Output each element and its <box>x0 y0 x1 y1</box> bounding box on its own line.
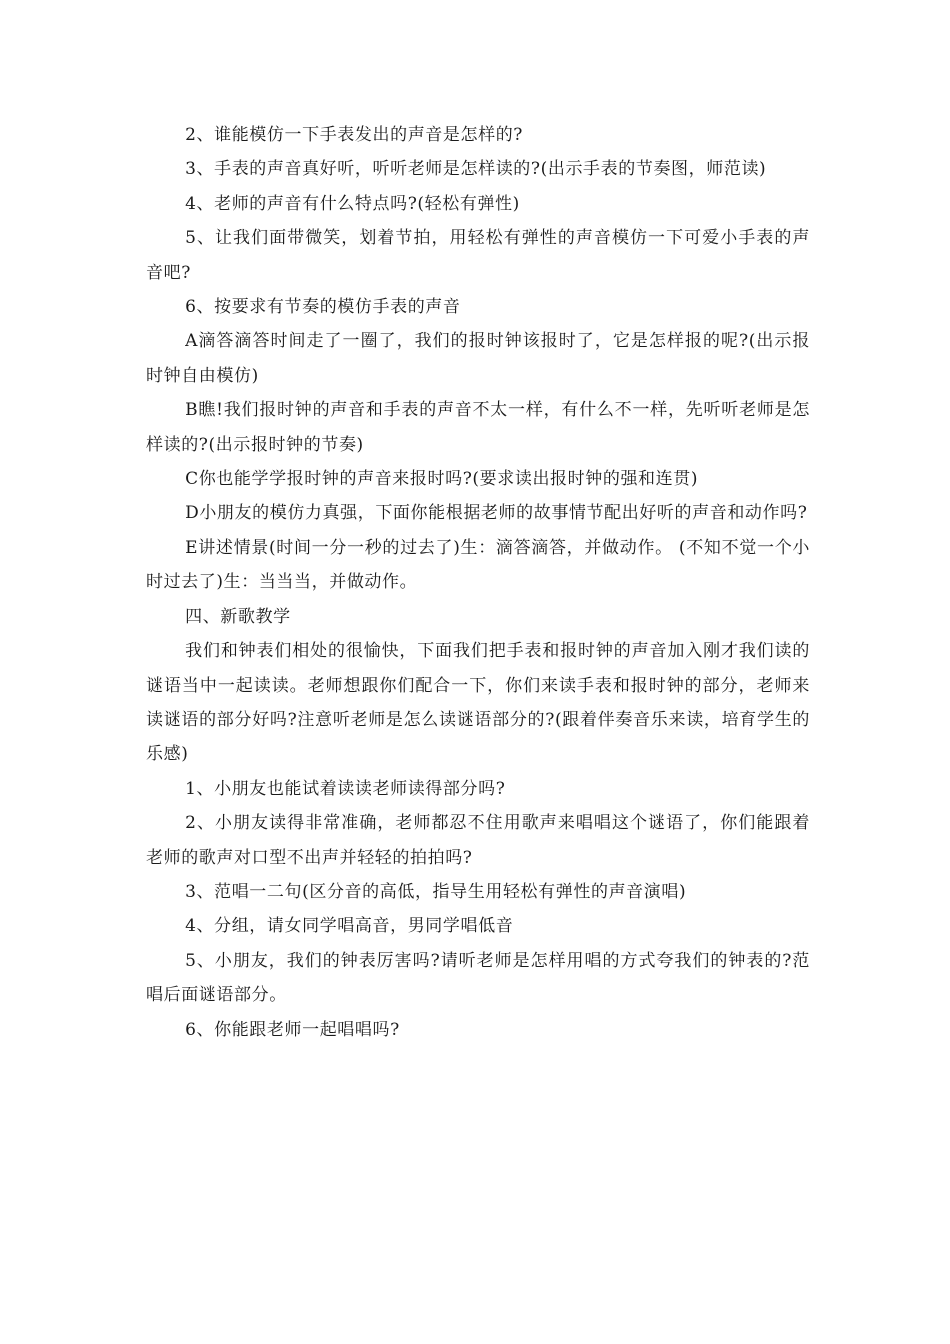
paragraph: D小朋友的模仿力真强，下面你能根据老师的故事情节配出好听的声音和动作吗? <box>185 503 808 524</box>
paragraph: B瞧!我们报时钟的声音和手表的声音不太一样，有什么不一样，先听听老师是怎样读的?(出示报时钟的节奏) <box>146 400 810 455</box>
paragraph: A滴答滴答时间走了一圈了，我们的报时钟该报时了，它是怎样报的呢?(出示报时钟自由模仿) <box>146 331 810 386</box>
paragraph: 2、小朋友读得非常准确，老师都忍不住用歌声来唱唱这个谜语了，你们能跟着老师的歌声对口型不出声并轻轻的拍拍吗? <box>146 813 810 868</box>
paragraph: 5、小朋友，我们的钟表厉害吗?请听老师是怎样用唱的方式夸我们的钟表的?范唱后面谜语部分。 <box>146 950 810 1006</box>
paragraph: 4、分组，请女同学唱高音，男同学唱低音 <box>185 916 514 937</box>
paragraph: 2、谁能模仿一下手表发出的声音是怎样的? <box>185 125 524 145</box>
paragraph: 3、范唱一二句(区分音的高低，指导生用轻松有弹性的声音演唱) <box>185 881 687 902</box>
document-body <box>146 118 810 1047</box>
paragraph: 6、按要求有节奏的模仿手表的声音 <box>185 297 461 318</box>
paragraph: E讲述情景(时间一分一秒的过去了)生：滴答滴答，并做动作。 (不知不觉一个小时过去了)生：当当当，并做动作。 <box>146 537 810 593</box>
paragraph: 1、小朋友也能试着读读老师读得部分吗? <box>185 778 506 799</box>
paragraph: 3、手表的声音真好听，听听老师是怎样读的?(出示手表的节奏图，师范读) <box>185 159 767 180</box>
paragraph: C你也能学学报时钟的声音来报时吗?(要求读出报时钟的强和连贯) <box>185 469 699 490</box>
paragraph: 我们和钟表们相处的很愉快，下面我们把手表和报时钟的声音加入刚才我们读的谜语当中一起读读。老师想跟你们配合一下，你们来读手表和报时钟的部分，老师来读谜语的部分好吗?注意听老师是怎么读谜语部分的?(跟着伴奏音乐来读，培育学生的乐感) <box>146 641 810 765</box>
paragraph: 4、老师的声音有什么特点吗?(轻松有弹性) <box>185 193 520 214</box>
paragraph: 5、让我们面带微笑，划着节拍，用轻松有弹性的声音模仿一下可爱小手表的声音吧? <box>146 228 810 283</box>
paragraph: 6、你能跟老师一起唱唱吗? <box>185 1019 400 1040</box>
section-heading: 四、新歌教学 <box>185 606 291 627</box>
